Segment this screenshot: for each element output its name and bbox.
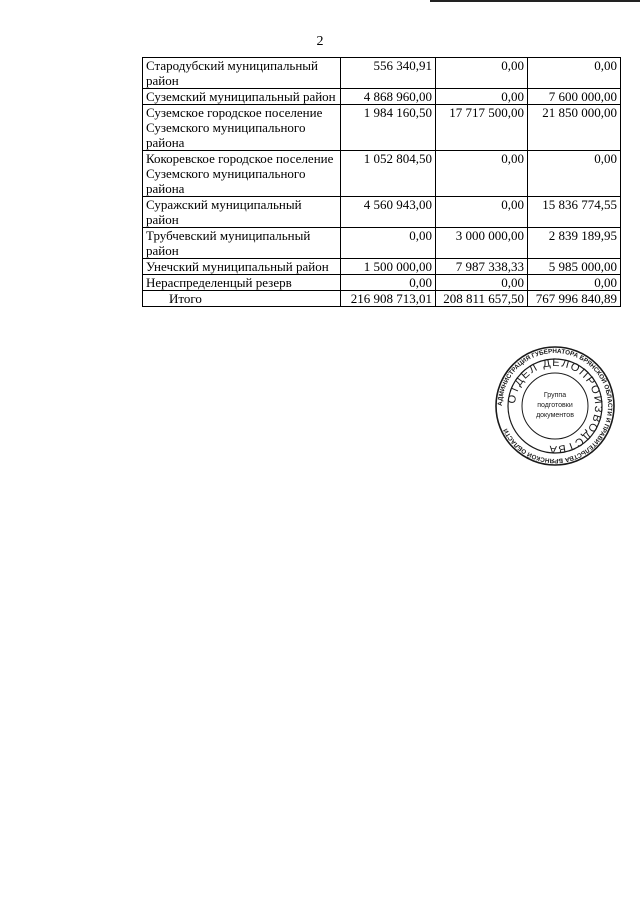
- row-label: Суземское городское поселение Суземского муниципального района: [143, 105, 341, 151]
- row-value-v1: 556 340,91: [341, 58, 436, 89]
- row-value-v1: 0,00: [341, 228, 436, 259]
- table-row: [143, 151, 621, 197]
- row-value-v2: 208 811 657,50: [436, 291, 528, 307]
- row-value-v1: 216 908 713,01: [341, 291, 436, 307]
- table-row: [143, 197, 621, 228]
- row-value-v2: 0,00: [436, 89, 528, 105]
- row-label: Стародубский муниципальный район: [143, 58, 341, 89]
- row-value-v3: 21 850 000,00: [528, 105, 621, 151]
- row-label: Унечский муниципальный район: [143, 259, 341, 275]
- row-value-v1: 0,00: [341, 275, 436, 291]
- row-value-v3: 0,00: [528, 151, 621, 197]
- row-label: Нераспределенцый резерв: [143, 275, 341, 291]
- row-value-v3: 5 985 000,00: [528, 259, 621, 275]
- row-value-v2: 0,00: [436, 275, 528, 291]
- row-value-v3: 2 839 189,95: [528, 228, 621, 259]
- budget-table: [142, 57, 621, 307]
- table-row: [143, 58, 621, 89]
- table-row: [143, 105, 621, 151]
- row-value-v2: 0,00: [436, 151, 528, 197]
- row-value-v1: 1 500 000,00: [341, 259, 436, 275]
- stamp-outer-text: АДМИНИСТРАЦИЯ ГУБЕРНАТОРА БРЯНСКОЙ ОБЛАСТИ И ПРАВИТЕЛЬСТВА БРЯНСКОЙ ОБЛАСТИ: [496, 347, 614, 465]
- stamp-ring-text: ОТДЕЛ ДЕЛОПРОИЗВОДСТВА: [505, 356, 605, 456]
- table-row: [143, 275, 621, 291]
- row-value-v3: 0,00: [528, 58, 621, 89]
- row-value-v2: 7 987 338,33: [436, 259, 528, 275]
- row-value-v2: 0,00: [436, 58, 528, 89]
- row-value-v1: 1 052 804,50: [341, 151, 436, 197]
- table-row: [143, 259, 621, 275]
- row-value-v1: 1 984 160,50: [341, 105, 436, 151]
- row-value-v2: 3 000 000,00: [436, 228, 528, 259]
- row-value-v2: 17 717 500,00: [436, 105, 528, 151]
- row-value-v1: 4 868 960,00: [341, 89, 436, 105]
- row-value-v1: 4 560 943,00: [341, 197, 436, 228]
- row-label: Итого: [143, 291, 341, 307]
- row-value-v3: 767 996 840,89: [528, 291, 621, 307]
- row-label: Кокоревское городское поселение Суземского муниципального района: [143, 151, 341, 197]
- row-label: Суражский муниципальный район: [143, 197, 341, 228]
- table-row: [143, 228, 621, 259]
- row-label: Трубчевский муниципальный район: [143, 228, 341, 259]
- row-value-v3: 0,00: [528, 275, 621, 291]
- stamp-center-line-1: Группа: [543, 392, 567, 399]
- total-row: [143, 291, 621, 307]
- stamp-center-line-3: документов: [536, 412, 574, 419]
- top-edge-line: [430, 0, 640, 2]
- row-value-v3: 15 836 774,55: [528, 197, 621, 228]
- table-row: [143, 89, 621, 105]
- row-label: Суземский муниципальный район: [143, 89, 341, 105]
- stamp-center-line-2: подготовки: [537, 402, 573, 409]
- row-value-v3: 7 600 000,00: [528, 89, 621, 105]
- page-number: 2: [316, 34, 324, 49]
- office-stamp: [495, 346, 615, 466]
- row-value-v2: 0,00: [436, 197, 528, 228]
